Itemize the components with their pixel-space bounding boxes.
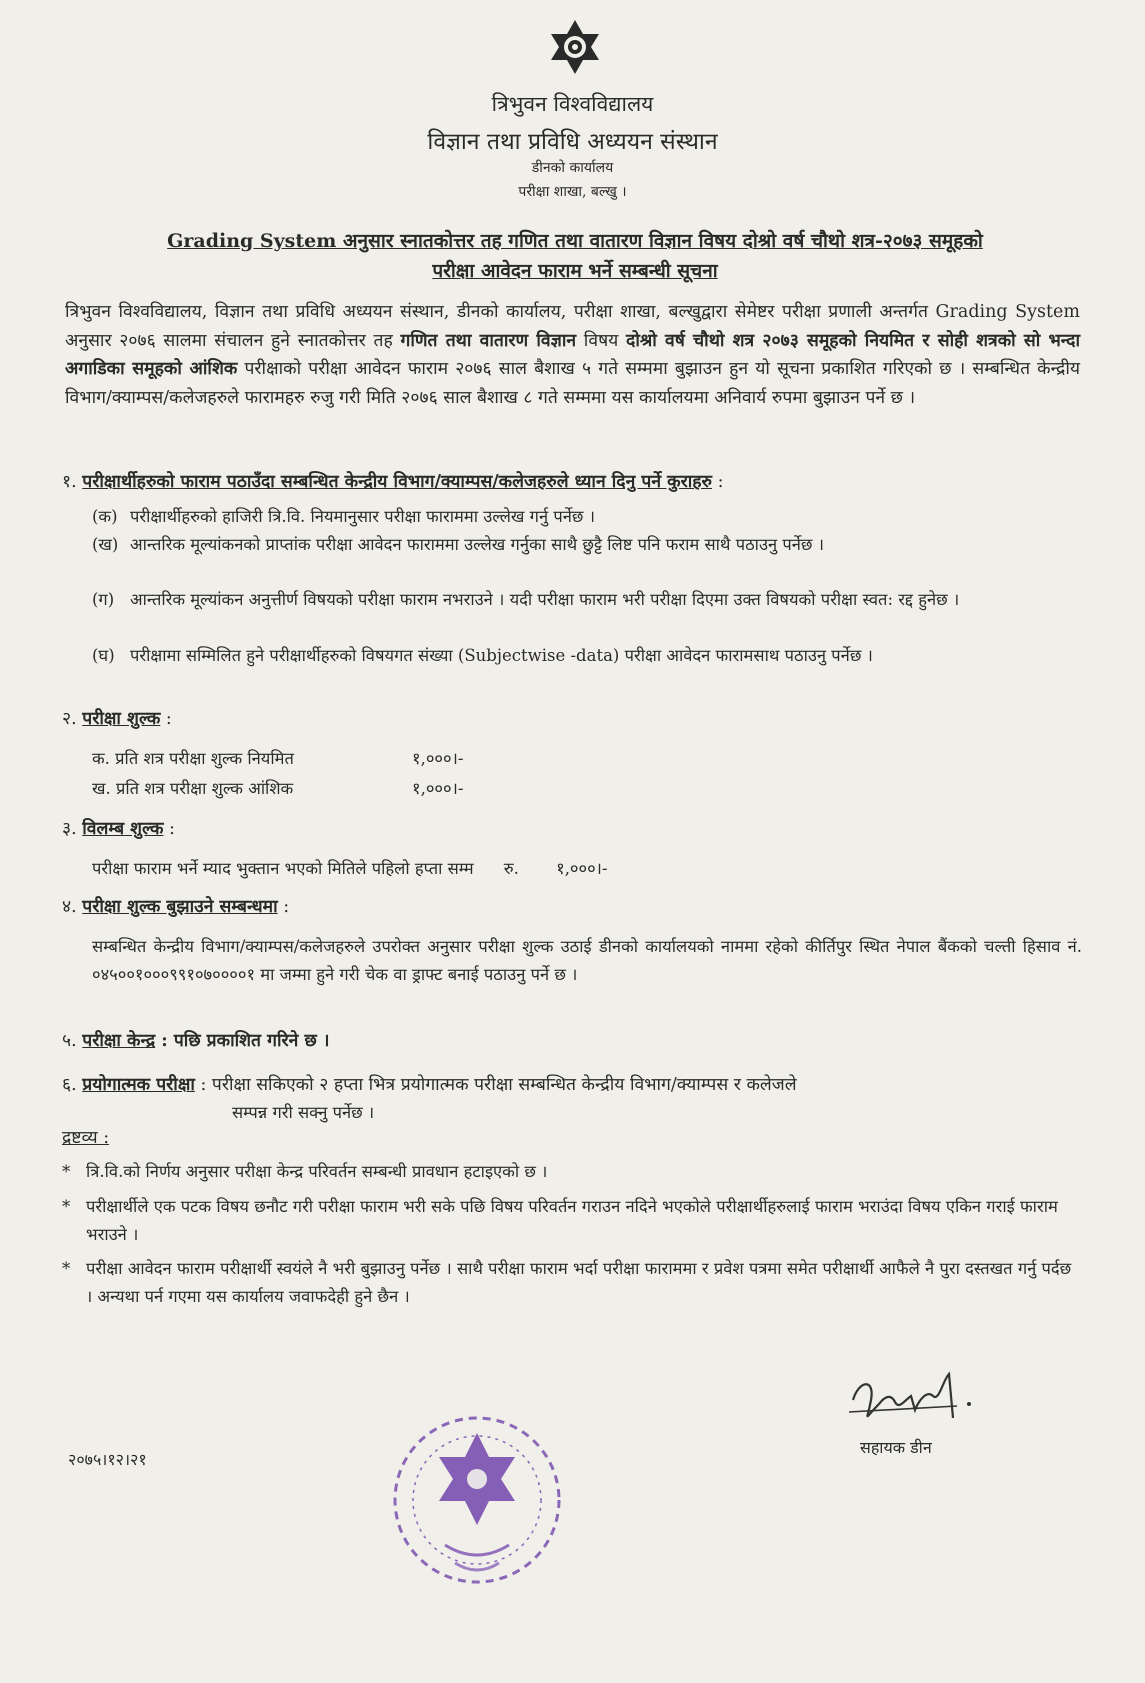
note-bullet: * xyxy=(62,1197,71,1216)
fee-row-regular xyxy=(92,746,463,769)
note-text: त्रि.वि.को निर्णय अनुसार परीक्षा केन्द्र परिवर्तन सम्बन्धी प्रावधान हटाइएको छ । xyxy=(86,1162,548,1181)
late-fee-currency: रु. xyxy=(503,859,519,878)
section-4-text: सम्बन्धित केन्द्रीय विभाग/क्याम्पस/कलेजहरुले उपरोक्त अनुसार परीक्षा शुल्क उठाई डीनको कार्यालयको नाममा रहेको कीर्तिपुर स्थित नेपाल बैंकको चल्ती हिसाव नं. ०४५००१०००९९१०७००००१ मा जम्मा हुने गरी चेक वा ड्राफ्ट बनाई पठाउनु पर्ने छ । xyxy=(92,937,1082,984)
fee-label: क. प्रति शत्र परीक्षा शुल्क नियमित xyxy=(92,749,294,768)
signature-icon xyxy=(845,1360,985,1430)
intro-text-3: परीक्षाको परीक्षा आवेदन फाराम २०७६ साल बैशाख ५ गते सम्ममा बुझाउन हुन यो सूचना प्रकाशित गरिएको छ । सम्बन्धित केन्द्रीय विभाग/क्याम्पस/कलेजहरुले फारामहरु रुजु गरी मिति २०७६ साल बैशाख ८ गते सम्ममा यस कार्यालयमा अनिवार्य रुपमा बुझाउन पर्ने छ । xyxy=(65,359,1081,408)
branch-name: परीक्षा शाखा, बल्खु । xyxy=(518,184,627,200)
section-1-title: परीक्षार्थीहरुको फाराम पठाउँदा सम्बन्धित केन्द्रीय विभाग/क्याम्पस/कलेजहरुले ध्यान दिनु पर्ने कुराहरु xyxy=(82,472,713,492)
section-5-heading xyxy=(62,1027,329,1055)
notes-title: द्रष्टव्य : xyxy=(62,1128,110,1148)
note-item xyxy=(62,1158,1082,1186)
fee-label: ख. प्रति शत्र परीक्षा शुल्क आंशिक xyxy=(92,779,294,798)
section-6-text-2: सम्पन्न गरी सक्नु पर्नेछ । xyxy=(232,1103,375,1122)
section-2-title: परीक्षा शुल्क xyxy=(82,709,161,729)
section-5-title: परीक्षा केन्द्र xyxy=(82,1031,156,1051)
section-3-heading xyxy=(62,815,175,843)
office-stamp-icon xyxy=(385,1405,570,1595)
item-label: (क) xyxy=(92,507,118,526)
section-3-number: ३. xyxy=(62,819,77,839)
university-emblem-icon xyxy=(545,18,605,76)
notes-heading xyxy=(62,1124,109,1152)
late-fee-row xyxy=(92,856,608,879)
late-fee-amount: १,०००।- xyxy=(556,859,608,878)
section-6-heading xyxy=(62,1071,797,1099)
item-text: परीक्षार्थीहरुको हाजिरी त्रि.वि. नियमानुसार परीक्षा फाराममा उल्लेख गर्नु पर्नेछ । xyxy=(130,507,595,526)
item-label: (ग) xyxy=(92,590,115,609)
intro-text-2: विषय xyxy=(576,330,627,351)
intro-text-1: त्रिभुवन विश्वविद्यालय, विज्ञान तथा प्रविधि अध्ययन संस्थान, डीनको कार्यालय, परीक्षा शाखा, बल्खुद्वारा सेमेष्टर परीक्षा प्रणाली अन्तर्गत Grading System अनुसार २०७६ सालमा संचालन हुने स्नातकोत्तर तह xyxy=(65,302,1080,351)
intro-paragraph xyxy=(65,298,1080,412)
item-label: (ख) xyxy=(92,535,119,554)
section-3-colon: : xyxy=(163,819,175,839)
fee-row-partial xyxy=(92,776,463,799)
intro-bold-2: दोश्रो वर्ष चौथो शत्र २०७३ समूहको नियमित र सोही शत्रको सो भन्दा अगाडिका समूहको आंशिक xyxy=(65,330,1080,379)
office-name: डीनको कार्यालय xyxy=(531,160,614,176)
item-label: (घ) xyxy=(92,646,115,665)
note-text: परीक्षार्थीले एक पटक विषय छनौट गरी परीक्षा फाराम भरी सके पछि विषय परिवर्तन गराउन नदिने भएकोले परीक्षार्थीहरुलाई फाराम भराउंदा विषय एकिन गराई फाराम भराउने । xyxy=(86,1197,1058,1244)
section-1-colon: : xyxy=(712,472,724,492)
title-line-2: परीक्षा आवेदन फाराम भर्ने सम्बन्धी सूचना xyxy=(432,260,718,282)
late-fee-text: परीक्षा फाराम भर्ने म्याद भुक्तान भएको मितिले पहिलो हप्ता सम्म xyxy=(92,859,474,878)
section-5-number: ५. xyxy=(62,1031,77,1051)
section-4-title: परीक्षा शुल्क बुझाउने सम्बन्धमा xyxy=(82,897,278,917)
section-2-colon: : xyxy=(160,709,172,729)
note-text: परीक्षा आवेदन फाराम परीक्षार्थी स्वयंले नै भरी बुझाउनु पर्नेछ । साथै परीक्षा फाराम भर्दा परीक्षा फाराममा र प्रवेश पत्रमा समेत परीक्षार्थी आफैले नै पुरा दस्तखत गर्नु पर्दछ । अन्यथा पर्न गएमा यस कार्यालय जवाफदेही हुने छैन । xyxy=(86,1259,1072,1306)
section-1-item xyxy=(92,531,1082,559)
section-1-number: १. xyxy=(62,472,77,492)
title-line-1: Grading System अनुसार स्नातकोत्तर तह गणित तथा वातारण विज्ञान विषय दोश्रो वर्ष चौथो शत्र-२०७३ समूहको xyxy=(167,230,983,252)
section-4-number: ४. xyxy=(62,897,77,917)
note-item xyxy=(62,1255,1082,1311)
section-1-item xyxy=(92,503,1082,531)
notice-date: २०७५।१२।२१ xyxy=(68,1450,147,1469)
notice-title xyxy=(70,226,1080,286)
section-4-colon: : xyxy=(277,897,290,917)
section-6-text-1: : परीक्षा सकिएको २ हप्ता भित्र प्रयोगात्मक परीक्षा सम्बन्धित केन्द्रीय विभाग/क्याम्पस र कलेजले xyxy=(194,1075,797,1095)
intro-bold-1: गणित तथा वातारण विज्ञान xyxy=(400,330,577,351)
section-6-number: ६. xyxy=(62,1075,77,1095)
item-text: परीक्षामा सम्मिलित हुने परीक्षार्थीहरुको विषयगत संख्या (Subjectwise -data) परीक्षा आवेदन फारामसाथ पठाउनु पर्नेछ । xyxy=(130,646,873,665)
fee-amount: १,०००।- xyxy=(412,779,464,798)
section-1-item xyxy=(92,642,1082,670)
university-name: त्रिभुवन विश्वविद्यालय xyxy=(491,92,654,116)
institute-name: विज्ञान तथा प्रविधि अध्ययन संस्थान xyxy=(427,129,718,155)
section-1-heading xyxy=(62,468,724,496)
item-text: आन्तरिक मूल्यांकनको प्राप्तांक परीक्षा आवेदन फाराममा उल्लेख गर्नुका साथै छुट्टै लिष्ट पनि फराम साथै पठाउनु पर्नेछ । xyxy=(130,535,824,554)
section-4-heading xyxy=(62,893,289,921)
section-5-text: : पछि प्रकाशित गरिने छ । xyxy=(155,1031,330,1051)
note-bullet: * xyxy=(62,1259,71,1278)
fee-amount: १,०००।- xyxy=(412,749,464,768)
signatory-title: सहायक डीन xyxy=(860,1438,932,1457)
section-3-title: विलम्ब शुल्क xyxy=(82,819,164,839)
section-1-item xyxy=(92,586,1082,614)
item-text: आन्तरिक मूल्यांकन अनुत्तीर्ण विषयको परीक्षा फाराम नभराउने । यदी परीक्षा फाराम भरी परीक्षा दिएमा उक्त विषयको परीक्षा स्वत: रद्द हुनेछ । xyxy=(130,590,960,609)
section-2-heading xyxy=(62,705,172,733)
note-item xyxy=(62,1193,1082,1249)
section-6-title: प्रयोगात्मक परीक्षा xyxy=(82,1075,195,1095)
note-bullet: * xyxy=(62,1162,71,1181)
section-2-number: २. xyxy=(62,709,77,729)
